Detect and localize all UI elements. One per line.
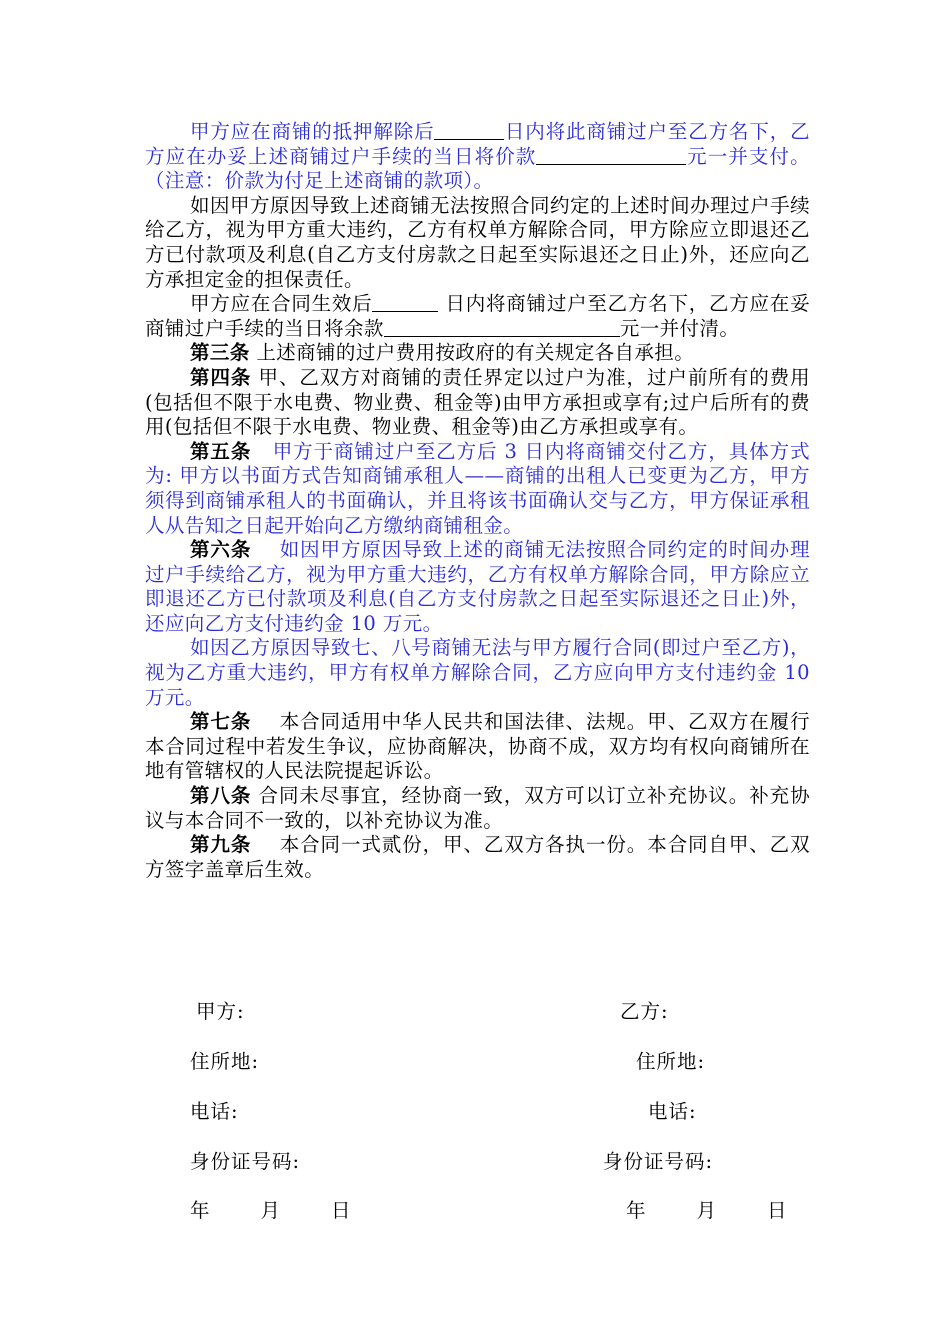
blank-price (536, 146, 686, 165)
article-4 (145, 366, 810, 440)
clause-text: 元一并付清。 (619, 316, 740, 340)
article-3 (145, 341, 810, 366)
clause-text: 甲方应在合同生效后 (190, 292, 373, 316)
article-text: 如因甲方原因导致上述的商铺无法按照合同约定的时间办理过户手续给乙方，视为甲方重大违约，乙方有权单方解除合同，甲方除应立即退还乙方已付款项及利息(自乙方支付房款之日起至实际退还之日止)外，还应向乙方支付违约金 10 万元。 (145, 538, 810, 635)
article-9 (145, 833, 810, 882)
article-title: 第四条 (190, 365, 252, 389)
clause-text: 甲方应在商铺的抵押解除后 (190, 120, 435, 143)
article-text: 本合同一式贰份，甲、乙双方各执一份。本合同自甲、乙双方签字盖章后生效。 (145, 833, 810, 881)
article-7 (145, 710, 810, 784)
article-text: 甲方于商铺过户至乙方后 3 日内将商铺交付乙方，具体方式为: 甲方以书面方式告知商铺承租人——商铺的出租人已变更为乙方，甲方须得到商铺承租人的书面确认，并且将该书面确认交与乙方，甲方保证承租人从告知之日起开始向乙方缴纳商铺租金。 (145, 439, 810, 537)
clause-text: 日内将此商铺过户至乙方名下，乙方应在办妥上述商铺过户手续的当日将价款 (145, 120, 810, 168)
article-title: 第七条 (190, 710, 252, 734)
party-a-label: 甲方: (196, 1000, 245, 1023)
article-text: 合同未尽事宜，经协商一致，双方可以订立补充协议。补充协议与本合同不一致的，以补充协议为准。 (145, 784, 810, 832)
party-a-date: 年 月 日 (190, 1199, 355, 1222)
contract-body (145, 120, 810, 882)
article-6 (145, 538, 810, 636)
party-b-date: 年 月 日 (626, 1199, 791, 1222)
clause-transfer-after-effective (145, 292, 810, 341)
article-title: 第三条 (190, 341, 250, 365)
party-a-address-label: 住所地: (190, 1050, 260, 1073)
party-a-phone-label: 电话: (190, 1100, 239, 1123)
party-b-id-label: 身份证号码: (603, 1150, 714, 1173)
clause-breach-a: 如因甲方原因导致上述商铺无法按照合同约定的上述时间办理过户手续给乙方，视为甲方重大违约，乙方有权单方解除合同，甲方除应立即退还乙方已付款项及利息(自乙方支付房款之日起至实际退还之日止)外，还应向乙方承担定金的担保责任。 (145, 193, 810, 291)
party-b-address-label: 住所地: (636, 1050, 706, 1073)
party-a-id-label: 身份证号码: (190, 1150, 301, 1173)
clause-breach-b: 如因乙方原因导致七、八号商铺无法与甲方履行合同(即过户至乙方)，视为乙方重大违约，甲方有权单方解除合同，乙方应向甲方支付违约金 10 万元。 (145, 636, 810, 709)
article-8 (145, 784, 810, 833)
article-text: 上述商铺的过户费用按政府的有关规定各自承担。 (256, 341, 695, 365)
blank-balance (384, 318, 620, 337)
article-text: 甲、乙双方对商铺的责任界定以过户为准，过户前所有的费用(包括但不限于水电费、物业费、租金等)由甲方承担或享有;过户后所有的费用(包括但不限于水电费、物业费、租金等)由乙方承担或享有。 (145, 365, 810, 439)
article-title: 第五条 (190, 439, 252, 463)
clause-text: 元一并支付。（注意：价款为付足上述商铺的款项）。 (145, 144, 810, 193)
article-title: 第九条 (190, 833, 252, 857)
blank-days (372, 293, 438, 312)
clause-transfer-after-mortgage (145, 120, 810, 194)
party-b-label: 乙方: (620, 1000, 669, 1023)
article-5 (145, 440, 810, 538)
article-title: 第六条 (190, 538, 252, 562)
party-b-phone-label: 电话: (648, 1100, 697, 1123)
article-text: 本合同适用中华人民共和国法律、法规。甲、乙双方在履行本合同过程中若发生争议，应协商解决，协商不成，双方均有权向商铺所在地有管辖权的人民法院提起诉讼。 (145, 710, 810, 783)
blank-days (434, 121, 504, 140)
clause-text: 日内将商铺过户至乙方名下，乙方应在妥商铺过户手续的当日将余款 (145, 292, 810, 340)
article-title: 第八条 (190, 784, 252, 808)
